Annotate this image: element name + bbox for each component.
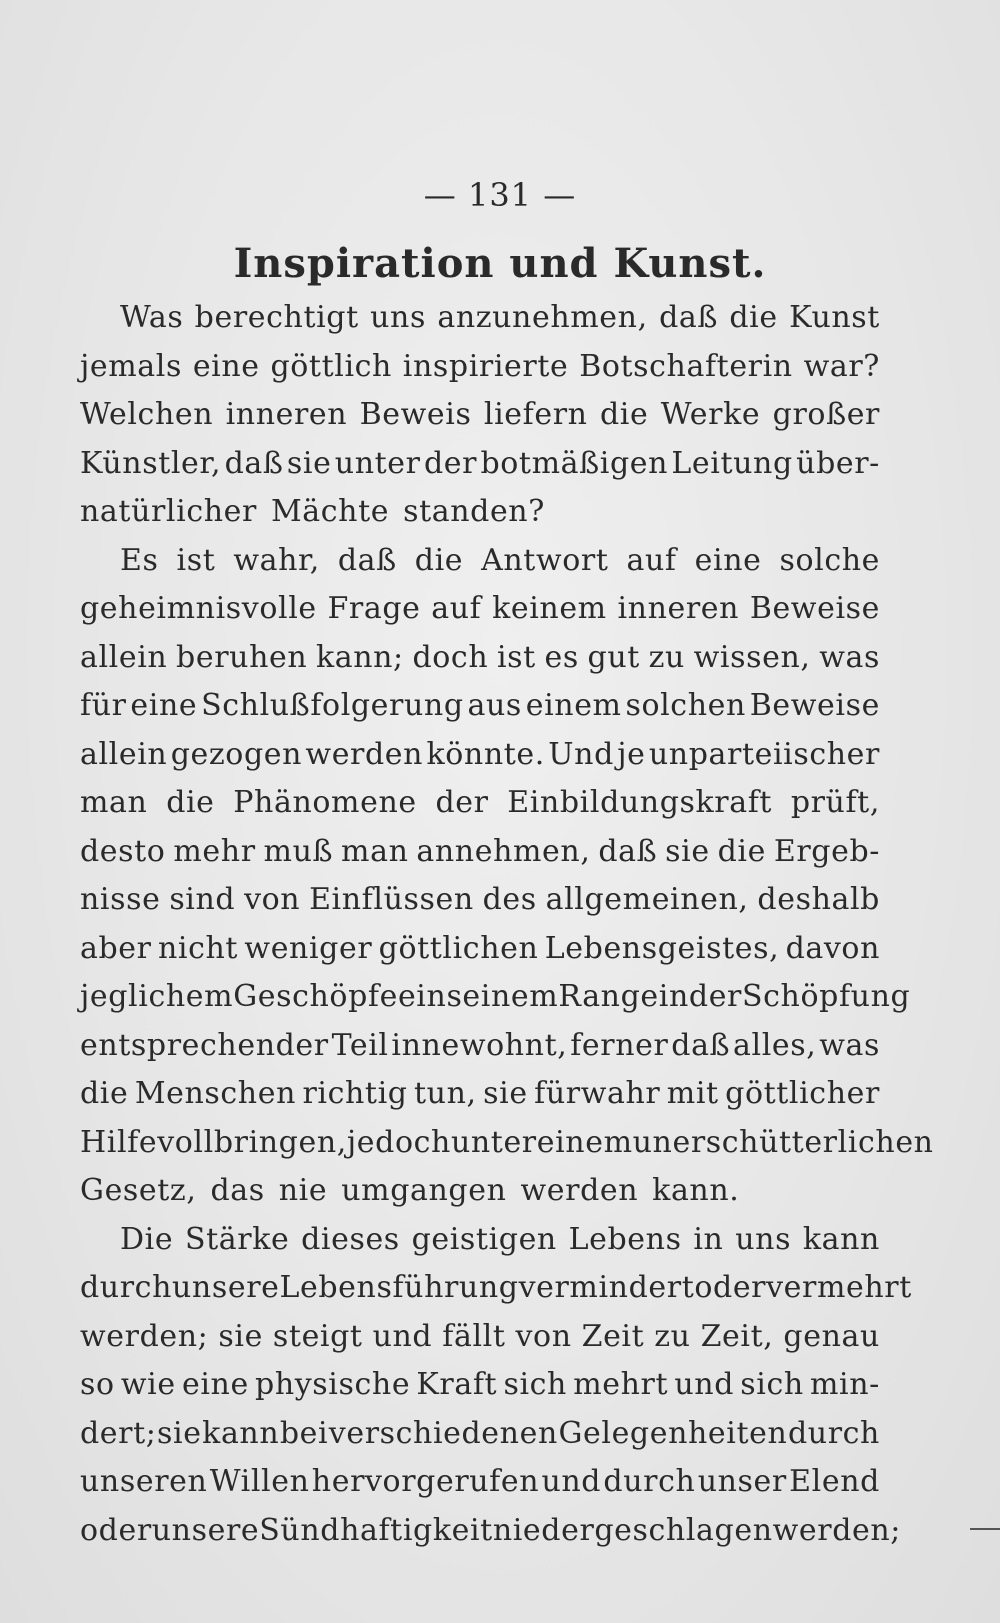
word: Botschafterin xyxy=(579,348,793,384)
word: mit xyxy=(666,1076,719,1111)
word: solche xyxy=(779,542,880,578)
word: Beweise xyxy=(749,688,880,723)
word: und xyxy=(372,1318,433,1354)
word: göttlich xyxy=(270,348,392,384)
word: davon xyxy=(785,930,880,966)
chapter-heading: Inspiration und Kunst. xyxy=(233,240,767,287)
word: gut xyxy=(587,639,640,675)
word: ferner xyxy=(570,1027,669,1063)
word: Range xyxy=(558,979,659,1014)
word: Hilfe xyxy=(80,1124,158,1160)
word: Gesetz, xyxy=(80,1173,197,1208)
word: Was xyxy=(120,300,184,335)
word: Leitung xyxy=(671,445,793,481)
word: unter xyxy=(450,1124,537,1160)
word: dieses xyxy=(301,1221,400,1257)
word: durch xyxy=(80,1270,172,1305)
word: verschiedenen xyxy=(328,1415,558,1451)
body-text xyxy=(80,300,934,1561)
word: einem xyxy=(536,1124,633,1160)
word: so xyxy=(80,1367,115,1402)
word: kann; xyxy=(315,639,404,675)
word: eine xyxy=(192,348,260,384)
word: hervorgerufen xyxy=(311,1464,540,1499)
word: durch xyxy=(787,1415,880,1451)
word: auf xyxy=(431,591,482,626)
word: geheimnisvolle xyxy=(80,591,317,626)
word: fürwahr xyxy=(534,1076,661,1111)
word: muß xyxy=(263,833,334,869)
word: uns xyxy=(370,300,426,335)
word: sie xyxy=(286,445,332,481)
word: Mächte xyxy=(270,494,390,529)
word: der xyxy=(688,979,742,1014)
word: keinem xyxy=(492,591,607,626)
text-line xyxy=(80,931,880,980)
word: kann xyxy=(202,1415,280,1451)
word: Werke xyxy=(660,397,761,432)
word: unparteiischer xyxy=(648,736,880,772)
word: Beweise xyxy=(749,591,880,626)
text-line xyxy=(80,834,880,883)
word: inspirierte xyxy=(402,348,569,384)
word: Sündhaftigkeit xyxy=(259,1512,493,1548)
text-line xyxy=(80,1173,880,1222)
text-line xyxy=(80,397,880,446)
text-line xyxy=(80,1124,934,1174)
text-line xyxy=(80,737,880,786)
page-edge-mark xyxy=(970,1528,1000,1530)
word: unseren xyxy=(80,1464,208,1499)
word: göttlicher xyxy=(725,1076,880,1111)
word: annehmen, xyxy=(416,833,591,869)
text-line xyxy=(80,640,880,689)
word: bei xyxy=(279,1415,329,1451)
word: daß xyxy=(337,542,397,578)
word: Gelegenheiten xyxy=(558,1415,788,1451)
word: jeglichem xyxy=(80,979,234,1014)
text-line xyxy=(80,349,880,398)
word: ist xyxy=(496,639,536,675)
word: und xyxy=(541,1464,602,1499)
word: eine xyxy=(130,688,198,723)
word: allein xyxy=(80,639,168,675)
word: könnte. xyxy=(426,736,545,772)
word: innewohnt, xyxy=(391,1027,568,1063)
word: Beweis xyxy=(359,397,472,432)
word: wie xyxy=(120,1367,176,1402)
word: unerschütterlichen xyxy=(632,1124,934,1160)
word: steigt xyxy=(272,1318,363,1354)
word: von xyxy=(515,1318,572,1354)
word: inneren xyxy=(617,591,740,626)
text-line xyxy=(80,785,880,834)
word: Es xyxy=(120,542,159,578)
word: Stärke xyxy=(184,1221,290,1257)
word: in xyxy=(693,1221,724,1257)
word: die xyxy=(717,833,766,869)
word: die xyxy=(600,397,649,432)
word: kann. xyxy=(652,1173,740,1208)
text-line xyxy=(80,1512,901,1562)
word: einem xyxy=(525,688,622,723)
text-line xyxy=(80,446,880,495)
text-line xyxy=(80,1028,880,1077)
word: doch xyxy=(412,639,489,675)
word: Künstler, xyxy=(80,445,222,481)
word: Einbildungskraft xyxy=(507,785,773,820)
word: ist xyxy=(176,542,216,578)
word: jedoch xyxy=(346,1124,451,1160)
word: vollbringen, xyxy=(157,1124,347,1160)
word: natürlicher xyxy=(80,494,257,529)
word: wahr, xyxy=(233,542,320,578)
word: Ergeb- xyxy=(773,833,880,869)
word: kann xyxy=(802,1221,880,1257)
word: desto xyxy=(80,833,166,869)
word: Phänomene xyxy=(233,785,417,820)
word: Schöpfung xyxy=(742,979,911,1014)
word: fällt xyxy=(442,1318,506,1354)
word: die xyxy=(166,785,215,820)
word: Welchen xyxy=(80,397,214,432)
word: oder xyxy=(694,1270,767,1305)
word: die xyxy=(414,542,464,578)
word: Frage xyxy=(327,591,421,626)
word: nie xyxy=(278,1173,328,1208)
word: wissen, xyxy=(693,639,811,675)
word: mehrt xyxy=(573,1367,669,1402)
word: genau xyxy=(783,1318,880,1354)
word: vermindert xyxy=(518,1270,695,1305)
word: mehr xyxy=(173,833,256,869)
word: sie xyxy=(157,1415,202,1451)
word: allein xyxy=(80,736,168,772)
word: eine xyxy=(181,1367,249,1402)
word: liefern xyxy=(483,397,588,432)
word: was xyxy=(819,1027,880,1063)
word: von xyxy=(244,882,301,917)
word: Einflüssen xyxy=(309,882,474,917)
text-line xyxy=(80,688,880,737)
text-line xyxy=(80,1319,880,1368)
word: Teil xyxy=(331,1027,389,1063)
word: der xyxy=(435,785,489,820)
word: daß xyxy=(659,300,719,335)
word: je xyxy=(617,736,646,772)
text-line xyxy=(80,1270,912,1319)
word: geistigen xyxy=(411,1221,557,1257)
text-line xyxy=(80,494,880,543)
word: werden xyxy=(305,736,424,772)
word: man xyxy=(80,785,148,820)
word: richtig xyxy=(302,1076,408,1111)
word: unsere xyxy=(151,1512,260,1548)
word: oder xyxy=(80,1512,152,1548)
word: gezogen xyxy=(170,736,303,772)
text-line xyxy=(80,1076,880,1125)
word: Die xyxy=(120,1221,174,1257)
word: auf xyxy=(626,542,677,578)
word: Lebensgeistes, xyxy=(544,930,780,966)
word: werden xyxy=(520,1173,639,1208)
word: Lebens xyxy=(568,1221,682,1257)
word: Geschöpfe xyxy=(233,979,398,1014)
word: für xyxy=(80,688,127,723)
word: Zeit, xyxy=(700,1318,774,1354)
word: berechtigt xyxy=(194,300,359,335)
word: solchen xyxy=(625,688,746,723)
word: botmäßigen xyxy=(480,445,669,481)
word: Zeit xyxy=(581,1318,645,1354)
text-line xyxy=(80,882,880,931)
word: sie xyxy=(218,1318,263,1354)
word: Elend xyxy=(789,1464,880,1499)
text-line xyxy=(80,543,880,592)
word: die xyxy=(80,1076,129,1111)
word: prüft, xyxy=(790,785,880,820)
word: standen? xyxy=(403,494,545,529)
word: sich xyxy=(740,1367,804,1402)
word: alles, xyxy=(733,1027,817,1063)
word: des xyxy=(482,882,537,917)
word: werden; xyxy=(772,1512,901,1548)
word: sich xyxy=(503,1367,567,1402)
text-line xyxy=(80,591,880,640)
word: sind xyxy=(169,882,236,917)
word: entsprechender xyxy=(80,1027,329,1063)
word: Antwort xyxy=(481,542,609,578)
word: seinem xyxy=(446,979,559,1014)
word: ein xyxy=(397,979,447,1014)
word: beruhen xyxy=(176,639,308,675)
text-line xyxy=(80,979,911,1028)
word: das xyxy=(210,1173,265,1208)
word: unser xyxy=(697,1464,787,1499)
word: in xyxy=(658,979,689,1014)
word: weniger xyxy=(244,930,373,966)
word: unter xyxy=(334,445,421,481)
word: daß xyxy=(224,445,284,481)
page-number: — 131 — xyxy=(423,176,577,214)
word: Kraft xyxy=(416,1367,498,1402)
word: allgemeinen, xyxy=(545,882,749,917)
text-line xyxy=(80,1416,880,1465)
word: großer xyxy=(772,397,880,432)
word: die xyxy=(729,300,778,335)
word: eine xyxy=(694,542,762,578)
word: durch xyxy=(603,1464,696,1499)
text-line xyxy=(80,1222,880,1271)
word: aus xyxy=(467,688,522,723)
word: Schlußfolgerung xyxy=(201,688,464,723)
word: min- xyxy=(810,1367,880,1402)
word: sie xyxy=(665,833,710,869)
word: nicht xyxy=(157,930,239,966)
word: dert; xyxy=(80,1415,157,1451)
word: vermehrt xyxy=(766,1270,912,1305)
word: niedergeschlagen xyxy=(492,1512,773,1548)
word: Willen xyxy=(209,1464,310,1499)
word: uns xyxy=(735,1221,792,1257)
word: zu xyxy=(654,1318,691,1354)
word: daß xyxy=(671,1027,731,1063)
word: Lebensführung xyxy=(279,1270,519,1305)
word: jemals xyxy=(80,348,182,384)
word: man xyxy=(341,833,409,869)
word: zu xyxy=(648,639,685,675)
word: über- xyxy=(796,445,880,481)
word: umgangen xyxy=(341,1173,507,1208)
word: sie xyxy=(483,1076,528,1111)
word: nisse xyxy=(80,882,161,917)
word: der xyxy=(423,445,478,481)
word: und xyxy=(674,1367,735,1402)
word: deshalb xyxy=(757,882,880,917)
word: Und xyxy=(548,736,614,772)
word: physische xyxy=(255,1367,411,1402)
word: tun, xyxy=(414,1076,477,1111)
word: inneren xyxy=(225,397,348,432)
word: es xyxy=(544,639,579,675)
word: unsere xyxy=(172,1270,280,1305)
word: Menschen xyxy=(134,1076,296,1111)
word: aber xyxy=(80,930,152,966)
text-line xyxy=(80,1464,880,1513)
word: göttlichen xyxy=(378,930,539,966)
word: was xyxy=(819,639,880,675)
word: war? xyxy=(803,348,880,384)
word: anzunehmen, xyxy=(437,300,648,335)
text-line xyxy=(80,1367,880,1416)
text-line xyxy=(80,300,880,349)
word: daß xyxy=(598,833,658,869)
word: werden; xyxy=(80,1318,209,1354)
word: Kunst xyxy=(789,300,880,335)
